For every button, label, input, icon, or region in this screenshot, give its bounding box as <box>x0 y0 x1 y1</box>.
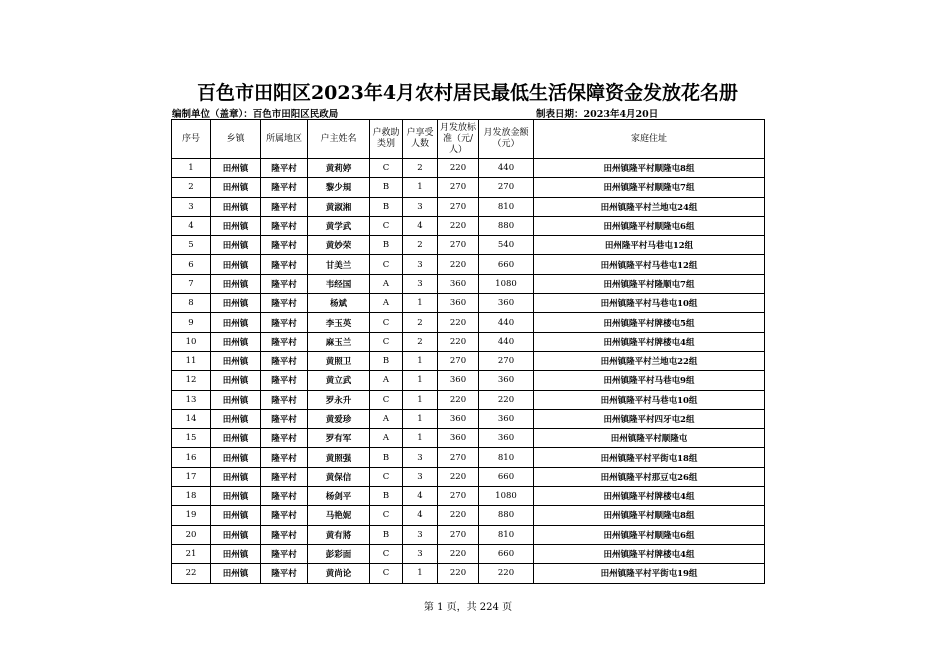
cell-area: 隆平村 <box>261 506 308 525</box>
cell-no: 13 <box>172 390 211 409</box>
table-row <box>172 216 765 235</box>
cell-town: 田州镇 <box>211 332 261 351</box>
cell-no: 3 <box>172 197 211 216</box>
cell-address: 田州镇隆平村那豆屯26组 <box>534 467 765 486</box>
cell-name: 甘美兰 <box>308 255 370 274</box>
cell-no: 5 <box>172 236 211 255</box>
cell-name: 黄妙荣 <box>308 236 370 255</box>
cell-name: 黄立武 <box>308 371 370 390</box>
cell-no: 16 <box>172 448 211 467</box>
cell-area: 隆平村 <box>261 332 308 351</box>
table-row <box>172 467 765 486</box>
cell-name: 黄莉婷 <box>308 159 370 178</box>
header-standard: 月发放标准（元/人） <box>438 120 479 159</box>
cell-name: 黄尚论 <box>308 564 370 583</box>
cell-standard: 220 <box>438 467 479 486</box>
cell-persons: 1 <box>403 178 438 197</box>
cell-no: 11 <box>172 351 211 370</box>
table-row <box>172 178 765 197</box>
cell-address: 田州镇隆平村马巷屯10组 <box>534 294 765 313</box>
cell-category: C <box>370 313 403 332</box>
cell-address: 田州镇隆平村牌楼屯4组 <box>534 487 765 506</box>
cell-persons: 4 <box>403 216 438 235</box>
compiling-unit: 编制单位（盖章）：百色市田阳区民政局 <box>172 109 339 120</box>
cell-standard: 220 <box>438 313 479 332</box>
cell-area: 隆平村 <box>261 429 308 448</box>
cell-area: 隆平村 <box>261 159 308 178</box>
header-address: 家庭住址 <box>534 120 765 159</box>
table-row <box>172 390 765 409</box>
cell-standard: 360 <box>438 409 479 428</box>
cell-name: 黄照卫 <box>308 351 370 370</box>
cell-amount: 660 <box>479 544 534 563</box>
header-no: 序号 <box>172 120 211 159</box>
table-row <box>172 332 765 351</box>
cell-persons: 4 <box>403 487 438 506</box>
cell-persons: 2 <box>403 313 438 332</box>
cell-name: 马艳妮 <box>308 506 370 525</box>
cell-area: 隆平村 <box>261 487 308 506</box>
cell-address: 田州镇隆平村四牙屯2组 <box>534 409 765 428</box>
cell-persons: 3 <box>403 274 438 293</box>
cell-persons: 1 <box>403 429 438 448</box>
cell-address: 田州镇隆平村牌楼屯4组 <box>534 544 765 563</box>
cell-standard: 220 <box>438 216 479 235</box>
cell-name: 杨剑平 <box>308 487 370 506</box>
table-row <box>172 255 765 274</box>
cell-category: C <box>370 332 403 351</box>
cell-address: 田州镇隆平村牌楼屯5组 <box>534 313 765 332</box>
cell-town: 田州镇 <box>211 313 261 332</box>
cell-name: 黄学武 <box>308 216 370 235</box>
table-row <box>172 544 765 563</box>
header-town: 乡镇 <box>211 120 261 159</box>
cell-category: A <box>370 409 403 428</box>
cell-persons: 3 <box>403 197 438 216</box>
cell-address: 田州镇隆平村马巷屯12组 <box>534 255 765 274</box>
cell-town: 田州镇 <box>211 216 261 235</box>
cell-persons: 1 <box>403 294 438 313</box>
cell-name: 黎少規 <box>308 178 370 197</box>
cell-persons: 4 <box>403 506 438 525</box>
cell-no: 8 <box>172 294 211 313</box>
cell-area: 隆平村 <box>261 564 308 583</box>
cell-area: 隆平村 <box>261 216 308 235</box>
cell-persons: 2 <box>403 236 438 255</box>
cell-category: B <box>370 525 403 544</box>
cell-standard: 220 <box>438 390 479 409</box>
cell-amount: 220 <box>479 390 534 409</box>
cell-name: 李玉英 <box>308 313 370 332</box>
cell-amount: 880 <box>479 216 534 235</box>
header-area: 所属地区 <box>261 120 308 159</box>
cell-standard: 270 <box>438 525 479 544</box>
cell-standard: 270 <box>438 351 479 370</box>
cell-no: 14 <box>172 409 211 428</box>
cell-no: 2 <box>172 178 211 197</box>
cell-area: 隆平村 <box>261 544 308 563</box>
page-title: 百色市田阳区2023年4月农村居民最低生活保障资金发放花名册 <box>196 82 739 104</box>
cell-address: 田州镇隆平村顺隆屯7组 <box>534 178 765 197</box>
cell-town: 田州镇 <box>211 448 261 467</box>
cell-address: 田州镇隆平村隆顺屯7组 <box>534 274 765 293</box>
cell-category: C <box>370 506 403 525</box>
cell-town: 田州镇 <box>211 371 261 390</box>
cell-area: 隆平村 <box>261 371 308 390</box>
table-row <box>172 159 765 178</box>
cell-area: 隆平村 <box>261 467 308 486</box>
cell-category: B <box>370 236 403 255</box>
table-row <box>172 487 765 506</box>
cell-town: 田州镇 <box>211 197 261 216</box>
cell-standard: 220 <box>438 564 479 583</box>
cell-address: 田州镇隆平村牌楼屯4组 <box>534 332 765 351</box>
cell-category: C <box>370 255 403 274</box>
cell-persons: 3 <box>403 467 438 486</box>
table-row <box>172 197 765 216</box>
cell-standard: 220 <box>438 506 479 525</box>
cell-address: 田州镇隆平村顺隆屯 <box>534 429 765 448</box>
cell-town: 田州镇 <box>211 544 261 563</box>
cell-category: A <box>370 371 403 390</box>
table-row <box>172 409 765 428</box>
cell-address: 田州镇隆平村兰地屯22组 <box>534 351 765 370</box>
cell-area: 隆平村 <box>261 197 308 216</box>
cell-category: B <box>370 197 403 216</box>
cell-amount: 220 <box>479 564 534 583</box>
cell-category: A <box>370 429 403 448</box>
roster-table <box>171 119 765 584</box>
cell-address: 田州镇隆平村顺隆屯8组 <box>534 506 765 525</box>
cell-town: 田州镇 <box>211 506 261 525</box>
cell-name: 罗有军 <box>308 429 370 448</box>
cell-address: 田州镇隆平村平街屯18组 <box>534 448 765 467</box>
cell-category: C <box>370 390 403 409</box>
cell-standard: 270 <box>438 236 479 255</box>
cell-category: B <box>370 178 403 197</box>
table-row <box>172 236 765 255</box>
cell-category: C <box>370 159 403 178</box>
table-row <box>172 351 765 370</box>
table-row <box>172 506 765 525</box>
cell-name: 黄照强 <box>308 448 370 467</box>
table-row <box>172 294 765 313</box>
cell-town: 田州镇 <box>211 178 261 197</box>
cell-name: 黄爱珍 <box>308 409 370 428</box>
cell-amount: 540 <box>479 236 534 255</box>
table-row <box>172 564 765 583</box>
cell-amount: 660 <box>479 255 534 274</box>
cell-standard: 270 <box>438 487 479 506</box>
cell-standard: 360 <box>438 371 479 390</box>
cell-no: 19 <box>172 506 211 525</box>
cell-name: 麻玉兰 <box>308 332 370 351</box>
cell-address: 田州镇隆平村马巷屯10组 <box>534 390 765 409</box>
table-date: 制表日期：2023年4月20日 <box>536 109 659 120</box>
cell-area: 隆平村 <box>261 294 308 313</box>
cell-category: C <box>370 467 403 486</box>
cell-area: 隆平村 <box>261 409 308 428</box>
cell-amount: 1080 <box>479 274 534 293</box>
cell-town: 田州镇 <box>211 390 261 409</box>
cell-address: 田州镇隆平村平街屯19组 <box>534 564 765 583</box>
cell-name: 黄淑湘 <box>308 197 370 216</box>
header-name: 户主姓名 <box>308 120 370 159</box>
cell-area: 隆平村 <box>261 351 308 370</box>
cell-town: 田州镇 <box>211 467 261 486</box>
cell-no: 1 <box>172 159 211 178</box>
cell-town: 田州镇 <box>211 487 261 506</box>
cell-category: C <box>370 564 403 583</box>
cell-amount: 810 <box>479 448 534 467</box>
cell-address: 田州镇隆平村顺隆屯6组 <box>534 216 765 235</box>
cell-amount: 270 <box>479 178 534 197</box>
cell-no: 10 <box>172 332 211 351</box>
cell-no: 15 <box>172 429 211 448</box>
cell-category: C <box>370 216 403 235</box>
header-category: 户救助类别 <box>370 120 403 159</box>
cell-area: 隆平村 <box>261 236 308 255</box>
cell-name: 罗永升 <box>308 390 370 409</box>
cell-amount: 1080 <box>479 487 534 506</box>
cell-standard: 360 <box>438 429 479 448</box>
cell-no: 12 <box>172 371 211 390</box>
cell-area: 隆平村 <box>261 390 308 409</box>
cell-persons: 1 <box>403 351 438 370</box>
cell-persons: 3 <box>403 255 438 274</box>
cell-standard: 360 <box>438 294 479 313</box>
cell-name: 韦经国 <box>308 274 370 293</box>
cell-category: B <box>370 448 403 467</box>
table-row <box>172 448 765 467</box>
table-row <box>172 371 765 390</box>
cell-town: 田州镇 <box>211 236 261 255</box>
cell-amount: 810 <box>479 525 534 544</box>
cell-no: 20 <box>172 525 211 544</box>
cell-town: 田州镇 <box>211 409 261 428</box>
cell-no: 9 <box>172 313 211 332</box>
cell-address: 田州镇隆平村兰地屯24组 <box>534 197 765 216</box>
cell-town: 田州镇 <box>211 351 261 370</box>
table-row <box>172 429 765 448</box>
cell-area: 隆平村 <box>261 448 308 467</box>
cell-no: 22 <box>172 564 211 583</box>
cell-amount: 360 <box>479 409 534 428</box>
cell-amount: 360 <box>479 294 534 313</box>
table-header-row <box>172 120 765 159</box>
cell-name: 杨斌 <box>308 294 370 313</box>
cell-amount: 270 <box>479 351 534 370</box>
cell-area: 隆平村 <box>261 255 308 274</box>
cell-persons: 3 <box>403 544 438 563</box>
cell-town: 田州镇 <box>211 294 261 313</box>
cell-persons: 1 <box>403 564 438 583</box>
cell-amount: 360 <box>479 371 534 390</box>
cell-amount: 440 <box>479 159 534 178</box>
table-row <box>172 313 765 332</box>
cell-no: 17 <box>172 467 211 486</box>
cell-standard: 360 <box>438 274 479 293</box>
cell-amount: 880 <box>479 506 534 525</box>
cell-address: 田州镇隆平村顺隆屯6组 <box>534 525 765 544</box>
cell-no: 21 <box>172 544 211 563</box>
cell-town: 田州镇 <box>211 274 261 293</box>
cell-category: B <box>370 351 403 370</box>
header-persons: 户享受人数 <box>403 120 438 159</box>
cell-address: 田州镇隆平村马巷屯9组 <box>534 371 765 390</box>
cell-category: B <box>370 487 403 506</box>
cell-town: 田州镇 <box>211 525 261 544</box>
cell-standard: 220 <box>438 332 479 351</box>
cell-amount: 440 <box>479 332 534 351</box>
cell-amount: 660 <box>479 467 534 486</box>
cell-town: 田州镇 <box>211 429 261 448</box>
cell-amount: 360 <box>479 429 534 448</box>
cell-no: 4 <box>172 216 211 235</box>
cell-town: 田州镇 <box>211 564 261 583</box>
table-row <box>172 274 765 293</box>
cell-persons: 2 <box>403 332 438 351</box>
cell-name: 黄保信 <box>308 467 370 486</box>
cell-category: A <box>370 294 403 313</box>
cell-persons: 3 <box>403 525 438 544</box>
cell-persons: 2 <box>403 159 438 178</box>
cell-standard: 220 <box>438 544 479 563</box>
cell-category: C <box>370 544 403 563</box>
cell-amount: 440 <box>479 313 534 332</box>
cell-amount: 810 <box>479 197 534 216</box>
cell-address: 田州镇隆平村顺隆屯8组 <box>534 159 765 178</box>
cell-area: 隆平村 <box>261 178 308 197</box>
cell-address: 田州隆平村马巷屯12组 <box>534 236 765 255</box>
header-amount: 月发放金额（元） <box>479 120 534 159</box>
cell-persons: 3 <box>403 448 438 467</box>
cell-standard: 270 <box>438 197 479 216</box>
cell-standard: 220 <box>438 159 479 178</box>
cell-no: 6 <box>172 255 211 274</box>
cell-persons: 1 <box>403 390 438 409</box>
cell-persons: 1 <box>403 371 438 390</box>
cell-standard: 220 <box>438 255 479 274</box>
cell-category: A <box>370 274 403 293</box>
cell-area: 隆平村 <box>261 313 308 332</box>
cell-standard: 270 <box>438 448 479 467</box>
cell-area: 隆平村 <box>261 525 308 544</box>
cell-area: 隆平村 <box>261 274 308 293</box>
table-row <box>172 525 765 544</box>
cell-no: 7 <box>172 274 211 293</box>
cell-standard: 270 <box>438 178 479 197</box>
cell-persons: 1 <box>403 409 438 428</box>
cell-town: 田州镇 <box>211 255 261 274</box>
cell-no: 18 <box>172 487 211 506</box>
cell-name: 黄有將 <box>308 525 370 544</box>
cell-name: 彭彩面 <box>308 544 370 563</box>
cell-town: 田州镇 <box>211 159 261 178</box>
page-footer: 第 1 页，共 224 页 <box>423 602 513 613</box>
